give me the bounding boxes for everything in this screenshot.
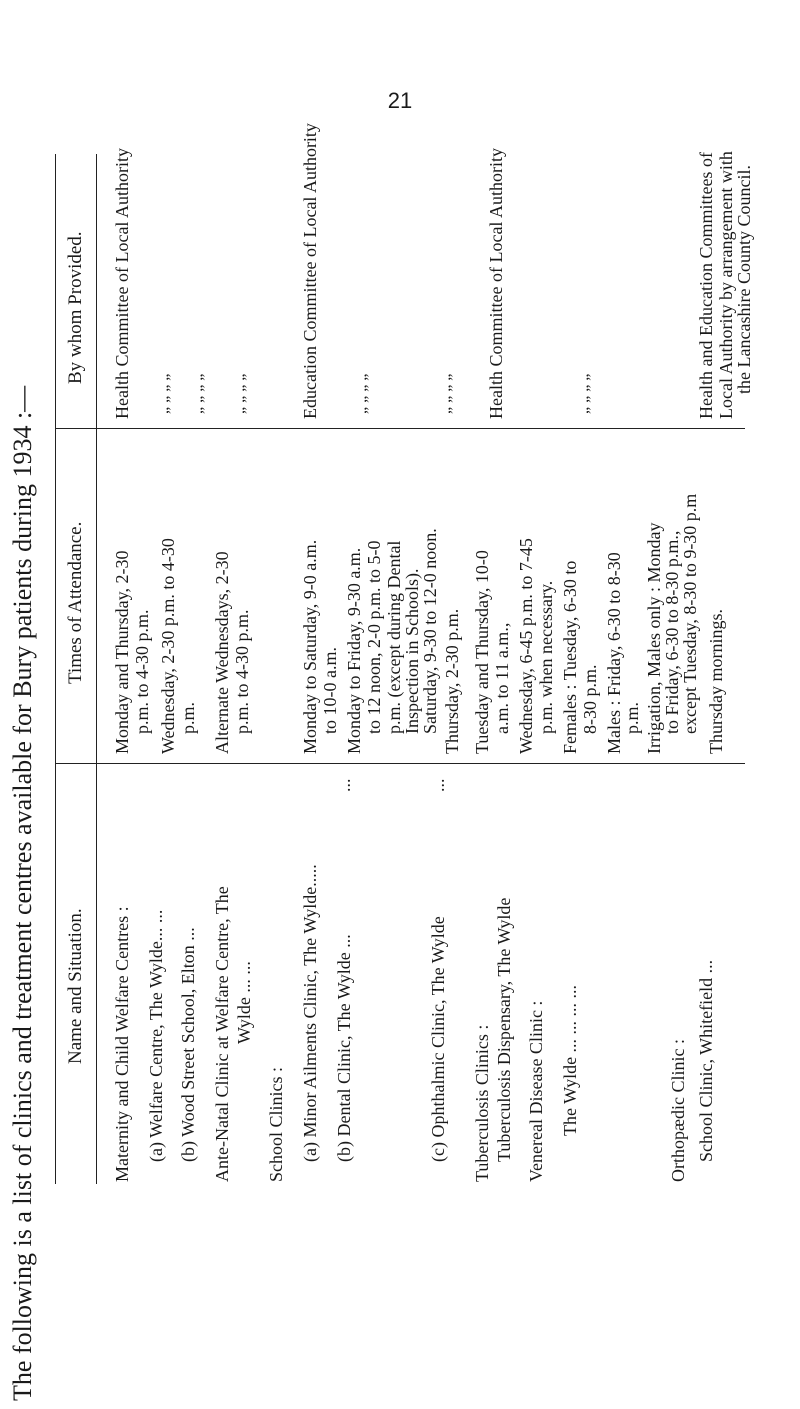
header-rule — [96, 154, 97, 1184]
time-17: p.m. when necessary. — [536, 580, 556, 734]
name-school-whitefield: School Clinic, Whitefield ... — [696, 959, 716, 1162]
dots-ophthalmic: ... — [428, 778, 448, 792]
time-7: to 10-0 a.m. — [320, 647, 340, 734]
ditto-row-1: „ „ „ „ — [155, 373, 172, 414]
header-name: Name and Situation. — [65, 908, 86, 1064]
time-10: p.m. (except during Dental — [384, 540, 404, 734]
time-9: to 12 noon, 2-0 p.m. to 5-0 — [364, 540, 384, 734]
provider-education: Education Committee of Local Authority — [300, 123, 320, 419]
time-15: a.m. to 11 a.m., — [492, 622, 512, 734]
name-orthopaedic: Orthopædic Clinic : — [668, 1039, 688, 1182]
col-divider-1 — [55, 763, 745, 764]
header-by-whom: By whom Provided. — [65, 231, 86, 384]
time-8: Monday to Friday, 9-30 a.m. — [344, 547, 364, 754]
name-ante-natal: Ante-Natal Clinic at Welfare Centre, The — [212, 886, 232, 1182]
name-ante-natal-wylde: Wylde ... ... — [234, 961, 254, 1044]
time-3: p.m. — [178, 701, 198, 734]
time-16: Wednesday, 6-45 p.m. to 7-45 — [516, 538, 536, 754]
name-vd-wylde: The Wylde ... ... ... ... — [560, 984, 580, 1136]
col-divider-2 — [55, 428, 745, 429]
header-times: Times of Attendance. — [65, 521, 86, 684]
name-maternity: Maternity and Child Welfare Centres : — [112, 906, 132, 1182]
ditto-row-2: „ „ „ „ — [189, 373, 206, 414]
dots-dental: ... — [334, 778, 354, 792]
name-tuberculosis: Tuberculosis Clinics : — [472, 1024, 492, 1182]
ditto-row-6: „ „ „ „ — [575, 373, 592, 414]
time-2: Wednesday, 2-30 p.m. to 4-30 — [158, 538, 178, 754]
time-25: Thursday mornings. — [706, 609, 726, 754]
time-18: Females : Tuesday, 6-30 to — [560, 560, 580, 754]
time-6: Monday to Saturday, 9-0 a.m. — [300, 539, 320, 754]
intro-sentence: The following is a list of clinics and treatment centres available for Bury patients during 1934 :— — [8, 385, 37, 1401]
time-12: Saturday, 9-30 to 12-0 noon. — [420, 528, 440, 734]
time-24: except Tuesday, 8-30 to 9-30 p.m — [680, 493, 700, 734]
time-0: Monday and Thursday, 2-30 — [112, 550, 132, 754]
name-ophthalmic: (c) Ophthalmic Clinic, The Wylde — [428, 916, 448, 1162]
time-20: Males : Friday, 6-30 to 8-30 — [604, 552, 624, 754]
name-wood-street: (b) Wood Street School, Elton ... — [178, 927, 198, 1162]
ditto-row-5: „ „ „ „ — [437, 373, 454, 414]
ditto-row-3: „ „ „ „ — [231, 373, 248, 414]
time-1: p.m. to 4-30 p.m. — [132, 609, 152, 734]
time-13: Thursday, 2-30 p.m. — [442, 608, 462, 754]
time-11: Inspection in Schools). — [402, 568, 422, 734]
time-4: Alternate Wednesdays, 2-30 — [212, 551, 232, 754]
provider-joint-2: Local Authority by arrangement with — [716, 151, 736, 419]
time-22: Irrigation, Males only : Monday — [644, 522, 664, 754]
provider-health-2: Health Committee of Local Authority — [486, 148, 506, 419]
page-number: 21 — [387, 88, 413, 113]
time-5: p.m. to 4-30 p.m. — [232, 609, 252, 734]
provider-joint-1: Health and Education Committees of — [696, 152, 716, 419]
provider-joint-3: the Lancashire County Council. — [734, 165, 754, 394]
name-venereal: Venereal Disease Clinic : — [526, 1000, 546, 1182]
ditto-row-4: „ „ „ „ — [353, 373, 370, 414]
time-21: p.m. — [622, 701, 642, 734]
time-19: 8-30 p.m. — [580, 664, 600, 734]
time-23: to Friday, 6-30 to 8-30 p.m., — [662, 530, 682, 734]
name-dental: (b) Dental Clinic, The Wylde ... — [334, 934, 354, 1162]
name-school-clinics: School Clinics : — [266, 1066, 286, 1182]
name-welfare-centre: (a) Welfare Centre, The Wylde... ... — [146, 909, 166, 1162]
name-minor-ailments: (a) Minor Ailments Clinic, The Wylde..... — [300, 864, 320, 1162]
clinic-table — [55, 123, 754, 1184]
name-tb-dispensary: Tuberculosis Dispensary, The Wylde — [494, 897, 514, 1162]
provider-health-1: Health Committee of Local Authority — [112, 148, 132, 419]
table-top-rule — [55, 154, 56, 1184]
time-14: Tuesday and Thursday, 10-0 — [472, 550, 492, 754]
